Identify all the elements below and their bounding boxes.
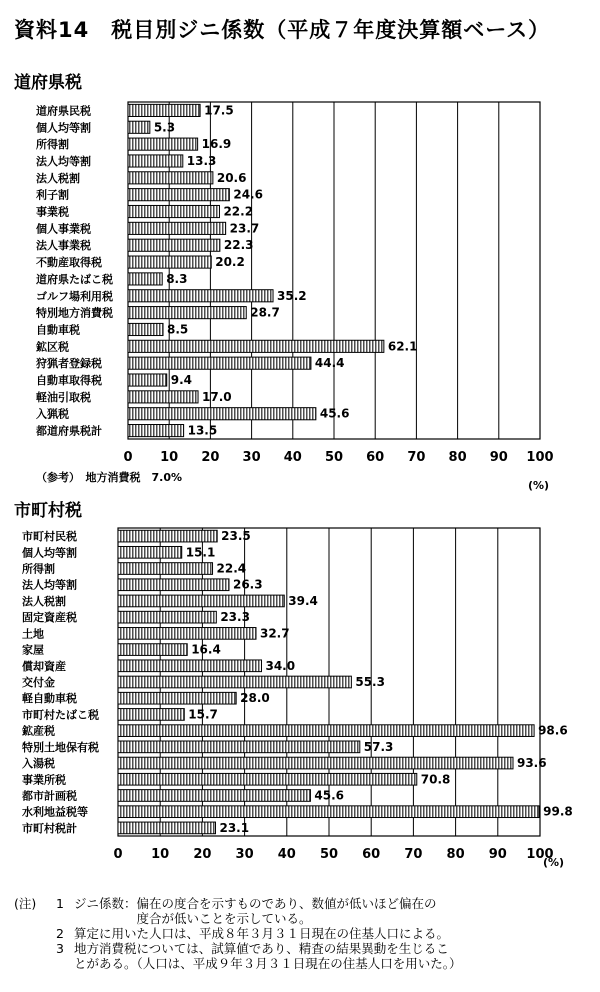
data-label: 99.8 [543,804,573,819]
bar [118,790,310,802]
category-label: 法人税割 [22,594,66,608]
data-label: 98.6 [538,723,568,738]
category-label: 入湯税 [22,757,55,771]
bar [118,660,261,672]
category-label: 法人税割 [36,171,80,185]
bar [128,172,213,184]
data-label: 44.4 [314,356,345,371]
bar [128,138,198,150]
category-label: 土地 [22,627,44,641]
note-text: とがある。（人口は、平成９年３月３１日現在の住基人口を用いた。） [74,956,462,971]
category-label: ゴルフ場利用税 [36,289,113,303]
data-label: 22.2 [223,204,254,219]
notes-label: (注) [14,896,37,911]
note-text: 算定に用いた人口は、平成８年３月３１日現在の住基人口による。 [74,926,450,941]
data-label: 23.3 [220,610,250,625]
bar [128,104,200,116]
category-label: 鉱区税 [36,340,69,354]
data-label: 26.3 [232,577,263,592]
x-tick-label: 70 [407,450,426,465]
bar [118,773,417,785]
data-label: 15.7 [188,707,218,722]
data-label: 45.6 [319,406,350,421]
bar [128,425,184,437]
category-label: 鉱産税 [22,724,55,738]
data-label: 93.6 [516,756,547,771]
category-label: 償却資産 [22,659,66,673]
note-text: ジニ係数：偏在の度合を示すものであり、数値が低いほど偏在の [74,896,437,911]
data-label: 16.9 [201,137,232,152]
data-label: 15.1 [185,545,216,560]
data-label: 16.4 [191,642,221,657]
data-label: 8.3 [166,271,188,286]
bar [128,205,219,217]
reference-note: （参考） 地方消費税 7.0% [36,471,183,484]
category-label: 狩猟者登録税 [36,357,102,371]
bar [118,611,216,623]
category-label: 不動産取得税 [36,256,102,270]
x-tick-label: 0 [123,450,133,465]
x-tick-label: 90 [488,847,507,862]
notes [14,896,594,971]
data-label: 9.4 [170,373,192,388]
data-label: 17.0 [202,389,232,404]
x-tick-label: 10 [160,450,179,465]
bar [118,692,236,704]
data-label: 23.1 [219,820,250,835]
data-label: 28.7 [250,305,280,320]
x-tick-label: 20 [201,450,220,465]
data-label: 35.2 [277,288,307,303]
bar [118,563,213,575]
category-label: 市町村たばこ税 [22,708,99,722]
category-label: 市町村税計 [22,821,77,835]
x-tick-label: 100 [526,847,554,862]
bar [128,256,211,268]
section-label-prefectural: 道府県税 [14,73,82,93]
x-tick-label: 80 [448,450,467,465]
x-tick-label: 60 [366,450,385,465]
note-text: 地方消費税については、試算値であり、精査の結果異動を生じるこ [74,941,449,956]
page-title: 資料14 税目別ジニ係数（平成７年度決算額ベース） [14,18,551,42]
note-number: 3 [56,941,64,956]
category-label: 特別地方消費税 [36,306,113,320]
category-label: 家屋 [22,643,44,657]
bar [118,644,187,656]
x-tick-label: 20 [193,847,212,862]
bar [128,239,220,251]
x-tick-label: 50 [324,450,344,465]
data-label: 34.0 [265,658,296,673]
bar [118,579,229,591]
bar [128,374,167,386]
data-label: 20.2 [215,255,245,270]
category-label: 水利地益税等 [22,805,88,819]
category-label: 法人均等割 [22,578,77,592]
bar [128,307,246,319]
data-label: 70.8 [420,772,451,787]
category-label: 道府県民税 [36,104,91,118]
bar [118,822,215,834]
category-label: 入猟税 [36,407,69,421]
bar [118,709,184,721]
municipal-tax-gini-chart [0,494,600,884]
data-label: 8.5 [167,322,189,337]
bar [128,323,163,335]
bar [128,222,226,234]
prefectural-tax-gini-chart [0,66,600,496]
data-label: 22.3 [223,238,254,253]
bar [128,391,198,403]
category-label: 道府県たばこ税 [36,272,113,286]
bar [128,189,229,201]
category-label: 事業所税 [22,773,66,787]
category-label: 法人均等割 [36,154,91,168]
data-label: 17.5 [204,103,234,118]
bar [128,408,316,420]
x-tick-label: 30 [242,450,261,465]
data-label: 22.4 [216,561,247,576]
unit-label: (%) [528,479,550,492]
data-label: 13.3 [186,153,217,168]
bar [118,757,513,769]
data-label: 55.3 [355,675,385,689]
x-tick-label: 10 [151,847,170,862]
data-label: 28.0 [240,691,270,706]
bar [118,725,534,737]
category-label: 自動車税 [36,323,80,337]
x-tick-label: 70 [404,847,423,862]
category-label: 個人均等割 [36,121,91,135]
bar [118,806,539,818]
note-text: 度合が低いことを示している。 [74,911,312,926]
x-tick-label: 100 [526,450,554,465]
data-label: 24.6 [233,187,263,202]
bar [118,530,217,542]
bar [118,546,182,558]
bar [128,155,183,167]
category-label: 所得割 [22,562,55,576]
bar [118,628,256,640]
category-label: 所得割 [36,138,69,152]
data-label: 57.3 [363,739,394,754]
x-tick-label: 90 [489,450,508,465]
bar [128,340,384,352]
category-label: 交付金 [22,676,55,689]
data-label: 39.4 [288,593,318,608]
note-number: 2 [56,926,64,941]
category-label: 利子割 [36,188,69,202]
data-label: 23.7 [229,221,260,236]
x-tick-label: 50 [319,847,339,862]
bar [128,273,162,285]
bar [128,290,273,302]
x-tick-label: 0 [113,847,123,862]
category-label: 市町村民税 [22,530,77,544]
bar [128,357,311,369]
x-tick-label: 40 [277,847,296,862]
bar [128,121,150,133]
x-tick-label: 40 [283,450,302,465]
unit-label: (%) [543,856,565,869]
data-label: 13.5 [187,423,218,438]
category-label: 個人事業税 [36,222,91,236]
category-label: 軽油引取税 [36,390,91,404]
data-label: 45.6 [314,788,345,803]
note-number: 1 [56,896,64,911]
section-label-municipal: 市町村税 [14,501,82,521]
category-label: 事業税 [36,205,69,219]
category-label: 個人均等割 [22,546,77,560]
bar [118,595,284,607]
category-label: 法人事業税 [36,239,91,253]
bar [118,676,351,688]
data-label: 23.5 [221,529,251,544]
data-label: 32.7 [259,626,290,641]
category-label: 軽自動車税 [22,692,77,706]
x-tick-label: 30 [235,847,254,862]
category-label: 特別土地保有税 [22,740,99,754]
category-label: 自動車取得税 [36,374,102,388]
data-label: 5.3 [153,120,176,135]
data-label: 62.1 [387,339,418,354]
data-label: 20.6 [216,170,247,185]
x-tick-label: 60 [362,847,381,862]
category-label: 都市計画税 [22,789,77,803]
x-tick-label: 80 [446,847,465,862]
bar [118,741,360,753]
category-label: 都道府県税計 [36,424,102,438]
category-label: 固定資産税 [22,611,77,625]
